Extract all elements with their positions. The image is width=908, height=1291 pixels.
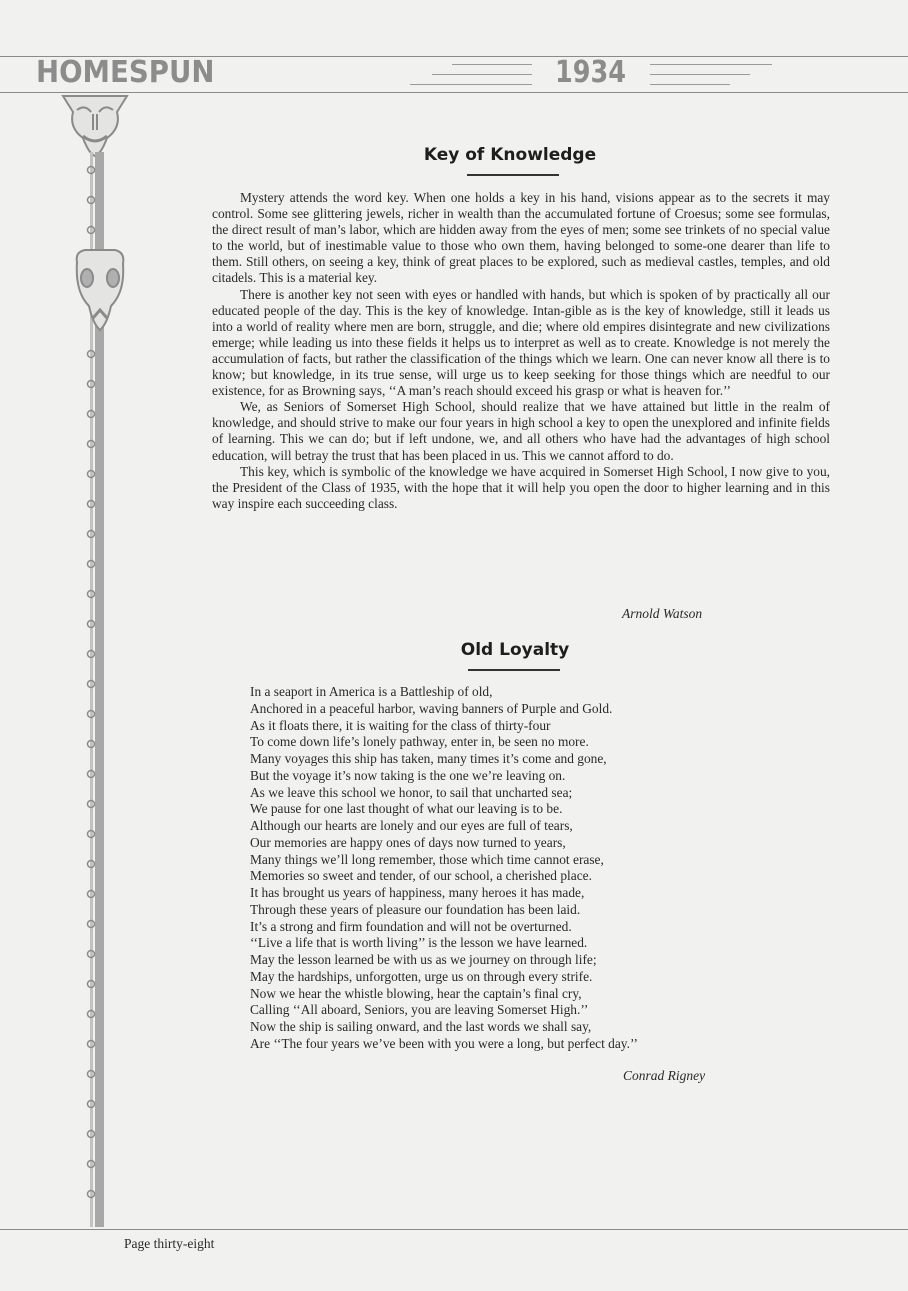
poem-line: Are ‘‘The four years we’ve been with you were a long, but perfect day.’’ (250, 1035, 638, 1051)
poem-line: To come down life’s lonely pathway, enter in, be seen no more. (250, 734, 589, 750)
article-title: Key of Knowledge (423, 145, 597, 165)
article-paragraph: Mystery attends the word key. When one holds a key in his hand, visions appear as to the secrets it may control. Some see glittering jewels, richer in wealth than the accumulated fortune of Croesus; some see formulas, the direct result of man’s labor, which are hidden away from the eyes of men; some see trinkets of no special value to the world, but of inestimable value to those who own them, having belonged to some-one dearer than life to them. Still others, on seeing a key, think of great places to be explored, such as medieval castles, temples, and old citadels. This is a material key. (212, 190, 830, 286)
poem-line: ‘‘Live a life that is worth living’’ is the lesson we have learned. (250, 935, 588, 951)
poem-line: We pause for one last thought of what our leaving is to be. (250, 801, 563, 817)
poem-line: It has brought us years of happiness, many heroes it has made, (250, 885, 585, 900)
poem-title-underline (468, 669, 560, 671)
year-ornament-left-2 (432, 74, 532, 75)
poem-line: Now we hear the whistle blowing, hear the captain’s final cry, (250, 985, 582, 1001)
poem-line: As it floats there, it is waiting for the class of thirty-four (250, 717, 551, 733)
poem-line: In a seaport in America is a Battleship of old, (250, 684, 493, 699)
article-title-underline (467, 174, 559, 176)
poem-body (250, 684, 638, 1053)
poem-line: As we leave this school we honor, to sail that uncharted sea; (250, 784, 573, 800)
year-ornament-right-1 (650, 64, 772, 65)
year-ornament-left-3 (410, 84, 532, 85)
poem-line: May the hardships, unforgotten, urge us on through every strife. (250, 968, 593, 984)
poem-author: Conrad Rigney (623, 1068, 706, 1083)
article-author: Arnold Watson (622, 606, 703, 621)
publication-title: HOMESPUN (36, 55, 215, 90)
poem-line: May the lesson learned be with us as we journey on through life; (250, 952, 597, 967)
poem-line: Now the ship is sailing onward, and the last words we shall say, (250, 1019, 592, 1034)
poem-line: Through these years of pleasure our foundation has been laid. (250, 901, 581, 917)
poem-title: Old Loyalty (460, 640, 570, 660)
totem-column-ornament (55, 92, 135, 1232)
poem-line: It’s a strong and firm foundation and will not be overturned. (250, 918, 572, 934)
poem-line: Anchored in a peaceful harbor, waving banners of Purple and Gold. (250, 700, 613, 716)
footer-rule (0, 1229, 908, 1230)
publication-year: 1934 (555, 55, 626, 90)
article-paragraph: There is another key not seen with eyes or handled with hands, but which is spoken of by practically all our educated people of the day. This is the key of knowledge. Intan-gible as is the key of knowledge, still it leads us into a world of reality where men are born, struggle, and die; where old empires disintegrate and new civilizations emerge; while leading us into these fields it helps us to interpret as well as to create. Knowledge is not merely the accumulation of facts, but rather the classification of the things which we learn. One can never know all there is to know; but knowledge, in its true sense, will urge us to keep seeking for those things which are needful to our existence, for as Browning says, ‘‘A man’s reach should exceed his grasp or what is heaven for.’’ (212, 286, 830, 399)
article-paragraph: This key, which is symbolic of the knowledge we have acquired in Somerset High School, I now give to you, the President of the Class of 1935, with the hope that it will help you open the door to higher learning and in this way inspire each succeeding class. (212, 463, 830, 511)
year-ornament-right-2 (650, 74, 750, 75)
article-body (212, 190, 830, 512)
header-bottom-rule (0, 92, 908, 93)
poem-line: Although our hearts are lonely and our eyes are full of tears, (250, 818, 573, 833)
page-number: Page thirty-eight (124, 1236, 215, 1251)
year-ornament-right-3 (650, 84, 730, 85)
poem-line: Calling ‘‘All aboard, Seniors, you are leaving Somerset High.’’ (250, 1002, 589, 1018)
poem-line: Many things we’ll long remember, those which time cannot erase, (250, 851, 604, 867)
poem-line: Many voyages this ship has taken, many times it’s come and gone, (250, 751, 607, 766)
poem-line: Our memories are happy ones of days now turned to years, (250, 834, 566, 850)
poem-line: Memories so sweet and tender, of our school, a cherished place. (250, 868, 592, 884)
poem-line: But the voyage it’s now taking is the one we’re leaving on. (250, 767, 566, 783)
year-ornament-left-1 (452, 64, 532, 65)
article-paragraph: We, as Seniors of Somerset High School, should realize that we have attained but little in the realm of knowledge, and should strive to make our four years in high school a key to open the unexplored and infinite fields of learning. This we can do; but if left undone, we, and all others who have had the advantages of high school education, will betray the trust that has been placed in us. This we cannot afford to do. (212, 399, 830, 463)
